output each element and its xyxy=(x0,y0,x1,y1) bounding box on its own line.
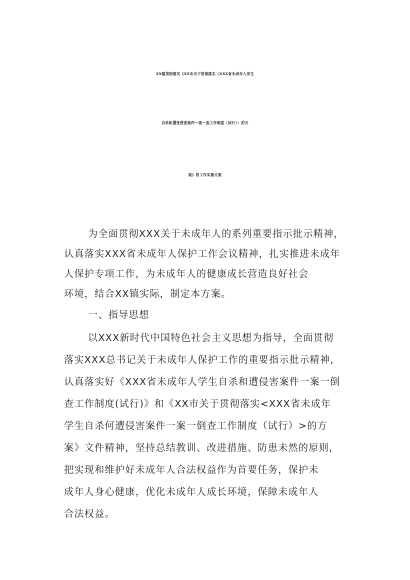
section-paragraph-line: 查工作制度(试行)》和《XX市关于贯彻落实<XXX省未成年 xyxy=(64,399,332,410)
section-paragraph-line: 案》文件精神，坚持总结教训、改进措施、防患未然的原则， xyxy=(64,443,340,454)
intro-paragraph-line: 环境，结合XX镇实际，制定本方案。 xyxy=(64,289,232,300)
section-paragraph-line: 把实现和维护好未成年人合法权益作为首要任务，保护未 xyxy=(64,465,319,476)
section-paragraph-line: 合法权益。 xyxy=(64,509,115,520)
intro-paragraph-line: 人保护专项工作，为未成年人的健康成长营造良好社会 xyxy=(64,269,309,280)
section-paragraph-line: 学生自杀何遭侵害案件一案一倒查工作制度（试行）>的方 xyxy=(64,421,328,432)
document-title-line-3: 案》的工作实施方案 xyxy=(188,173,222,177)
section-paragraph-line: 以XXX新时代中国特色社会主义思想为指导，全面贯彻 xyxy=(88,333,334,344)
intro-paragraph-line: 认真落实XXX省未成年人保护工作会议精神，扎实推进未成年 xyxy=(64,249,341,260)
section-paragraph-line: 成年人身心健康，优化未成年人成长环境，保障未成年人 xyxy=(64,487,319,498)
intro-paragraph-line: 为全面贯彻XXX关于未成年人的系列重要指示批示精神， xyxy=(88,229,344,240)
section-paragraph-line: 落实XXX总书记关于未成年人保护工作的重要指示批示精神， xyxy=(64,355,341,366)
section-paragraph-line: 认真落实好《XXX省未成年人学生自杀和遭侵害案件一案一倒 xyxy=(64,377,341,388)
document-title-line-2: 自杀和遭受侵害案件一案一查工作制度（试行）〉的方 xyxy=(161,121,249,125)
section-heading: 一、指导思想 xyxy=(88,310,150,321)
document-title-line-1: XX镇贯彻落实《XX市关于贯彻落实〈XXX省未成年人学生 xyxy=(155,72,255,76)
